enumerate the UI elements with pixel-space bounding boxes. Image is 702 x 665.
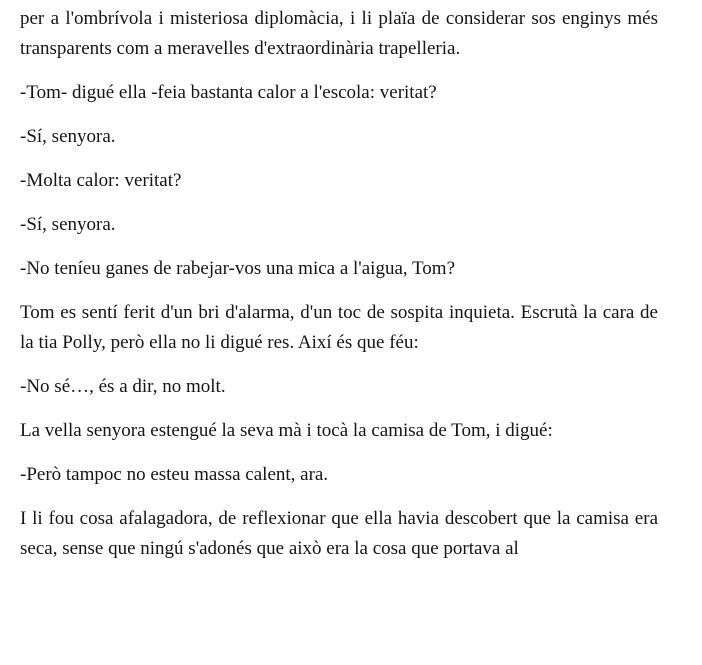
- paragraph-tom-alarm: Tom es sentí ferit d'un bri d'alarma, d'un toc de sospita inquieta. Escrutà la cara de la tia Polly, però ella no li digué res. Així és que féu:: [20, 302, 658, 353]
- paragraph-yes-madam-1: -Sí, senyora.: [20, 126, 116, 147]
- paragraph-swim-question: -No teníeu ganes de rabejar-vos una mica a l'aigua, Tom?: [20, 258, 456, 279]
- document-page: [20, 4, 658, 578]
- paragraph-not-much: -No sé…, és a dir, no molt.: [20, 376, 226, 397]
- paragraph-yes-madam-2: -Sí, senyora.: [20, 214, 116, 235]
- paragraph-diplomacy: per a l'ombrívola i misteriosa diplomàcia, i li plaïa de considerar sos enginys més transparents com a meravelles d'extraordinària trapelleria.: [20, 8, 658, 59]
- paragraph-tom-school-heat: -Tom- digué ella -feia bastanta calor a l'escola: veritat?: [20, 82, 437, 103]
- paragraph-touch-shirt: La vella senyora estengué la seva mà i tocà la camisa de Tom, i digué:: [20, 420, 553, 441]
- paragraph-dry-shirt: I li fou cosa afalagadora, de reflexionar que ella havia descobert que la camisa era seca, sense que ningú s'adonés que això era la cosa que portava al: [20, 508, 658, 559]
- paragraph-very-hot: -Molta calor: veritat?: [20, 170, 182, 191]
- paragraph-not-warm: -Però tampoc no esteu massa calent, ara.: [20, 464, 329, 485]
